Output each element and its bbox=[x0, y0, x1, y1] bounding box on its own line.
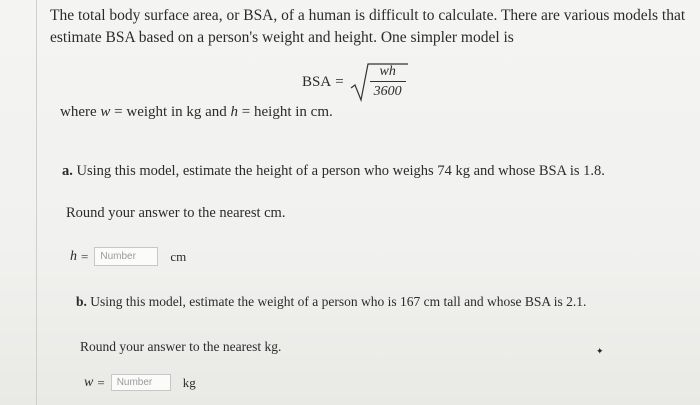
square-root bbox=[350, 62, 408, 102]
part-a-question-text: Using this model, estimate the height of a person who weighs 74 kg and whose BSA is 1.8. bbox=[72, 163, 605, 179]
formula-equals: = bbox=[335, 73, 344, 90]
part-a-variable: h bbox=[70, 248, 77, 264]
bsa-formula bbox=[302, 60, 408, 104]
part-a-answer-row bbox=[70, 247, 186, 266]
h-variable: h bbox=[230, 104, 239, 120]
part-b-label: b. bbox=[76, 294, 87, 309]
part-a-instruction: Round your answer to the nearest cm. bbox=[66, 205, 286, 221]
h-definition: = height in cm. bbox=[238, 104, 333, 120]
height-answer-input[interactable] bbox=[94, 247, 158, 266]
part-b-equals: = bbox=[97, 374, 105, 390]
variable-definitions bbox=[60, 102, 333, 122]
formula-fraction bbox=[370, 64, 406, 100]
formula-lhs: BSA bbox=[302, 73, 332, 90]
part-b-question bbox=[76, 292, 586, 312]
part-a-unit: cm bbox=[170, 248, 187, 264]
part-b-answer-row bbox=[84, 374, 196, 391]
formula-numerator: wh bbox=[379, 64, 396, 79]
marker-icon: ✦ bbox=[596, 346, 604, 356]
part-b-variable: w bbox=[84, 374, 94, 390]
part-a-equals: = bbox=[81, 248, 89, 264]
intro-text-line-1: The total body surface area, or BSA, of a human is difficult to calculate. There are various models that bbox=[50, 7, 686, 24]
part-b-question-text: Using this model, estimate the weight of a person who is 167 cm tall and whose BSA is 2.1. bbox=[86, 294, 587, 309]
w-variable: w bbox=[100, 104, 111, 120]
part-b-unit: kg bbox=[182, 374, 196, 390]
part-a-question bbox=[62, 161, 605, 181]
part-b-instruction: Round your answer to the nearest kg. bbox=[80, 339, 282, 354]
page-border bbox=[36, 0, 37, 405]
part-a-label: a. bbox=[62, 163, 73, 179]
fraction-bar bbox=[370, 81, 406, 82]
where-prefix: where bbox=[60, 104, 101, 120]
weight-answer-input[interactable] bbox=[111, 374, 171, 391]
formula-denominator: 3600 bbox=[373, 84, 402, 99]
intro-text-line-2: estimate BSA based on a person's weight and height. One simpler model is bbox=[50, 29, 514, 46]
w-definition: = weight in kg and bbox=[110, 104, 231, 120]
